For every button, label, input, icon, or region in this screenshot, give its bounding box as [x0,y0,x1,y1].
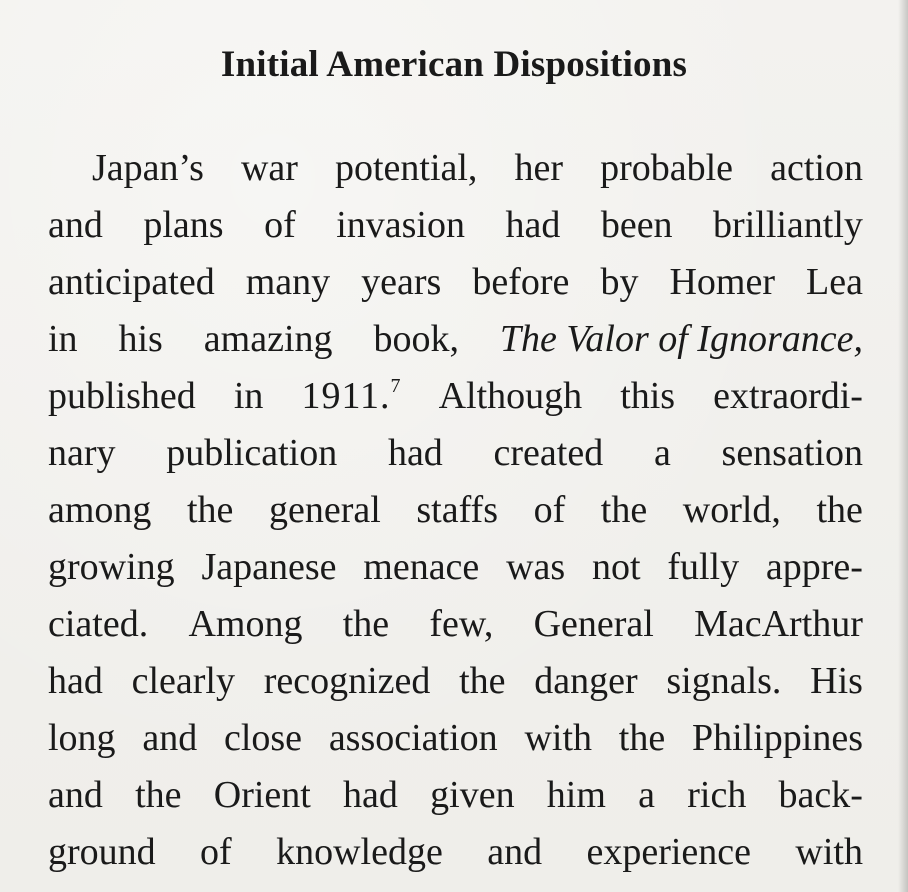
text-line [48,482,863,539]
word: and [48,774,103,816]
word: among [48,489,152,531]
word: Among [188,603,303,645]
word: had [48,660,103,702]
word: book, [373,318,459,360]
text-line [48,311,863,368]
year: 1911. [301,375,391,417]
word: given [430,774,515,816]
word: General [533,603,654,645]
word: menace [363,546,480,588]
text-line [48,824,863,881]
word: Although [438,375,583,417]
word: been [600,204,673,246]
footnote-marker: 7 [390,375,401,397]
text-line [48,710,863,767]
word: ciated. [48,603,149,645]
word: amazing [203,318,333,360]
page-edge-shadow [898,0,908,892]
word: a [653,432,671,474]
word: published [48,375,196,417]
word: had [505,204,561,246]
text-line [48,767,863,824]
word: invasion [336,204,465,246]
text-line [48,539,863,596]
word: Japanese [201,546,337,588]
word: knowledge [276,831,443,873]
word: had [387,432,443,474]
word: MacArthur [694,603,863,645]
word: his [118,318,163,360]
text-line [48,140,863,197]
word: association [328,717,498,759]
word: close [223,717,303,759]
word: a [638,774,656,816]
word: probable [600,147,734,189]
word: and [142,717,198,759]
word: war [240,147,298,189]
section-heading: Initial American Dispositions [220,44,688,85]
word: few, [429,603,494,645]
word: Japan’s [92,147,204,189]
word: not [591,546,641,588]
word: the [187,489,234,531]
word: general [269,489,381,531]
word: plans [143,204,224,246]
word: sensation [721,432,863,474]
word: in [48,318,78,360]
word: many [245,261,331,303]
word: action [770,147,863,189]
word: of [264,204,296,246]
word: created [493,432,604,474]
word: long [48,717,116,759]
text-line [48,254,863,311]
word: Philippines [691,717,863,759]
word: world, [682,489,781,531]
body-paragraph [48,140,863,881]
word: before [472,261,570,303]
word: recognized [263,660,431,702]
word: the [816,489,863,531]
text-line [48,653,863,710]
word: potential, [334,147,478,189]
word: rich [687,774,747,816]
word: the [135,774,182,816]
book-title: The Valor of Ignorance, [499,318,863,360]
word: Lea [806,261,863,303]
word: His [810,660,863,702]
word: him [546,774,606,816]
word: anticipated [48,261,215,303]
word: and [48,204,103,246]
word: publication [166,432,338,474]
word: back- [778,774,863,816]
word: staffs [416,489,498,531]
word: nary [48,432,116,474]
word: brilliantly [713,204,863,246]
word: clearly [131,660,235,702]
word: the [618,717,666,759]
word: danger [534,660,638,702]
word: Orient [213,774,311,816]
word: signals. [666,660,782,702]
word: of [533,489,566,531]
word: in [233,375,264,417]
text-line [48,425,863,482]
word: growing [48,546,175,588]
word: and [487,831,543,873]
word: experience [586,831,752,873]
text-line [48,197,863,254]
word: fully [667,546,740,588]
word: her [514,147,564,189]
word: of [200,831,232,873]
text-line [48,596,863,653]
word: the [459,660,506,702]
word: the [600,489,648,531]
word: with [795,831,863,873]
text-line [48,368,863,425]
word: Homer [669,261,775,303]
year-with-footnote [301,368,400,425]
word: ground [48,831,156,873]
word: by [600,261,639,303]
word: extraordi- [713,375,863,417]
word: the [342,603,390,645]
word: appre- [765,546,863,588]
word: was [506,546,566,588]
word: years [361,261,442,303]
word: had [343,774,398,816]
word: with [524,717,592,759]
word: this [620,375,676,417]
